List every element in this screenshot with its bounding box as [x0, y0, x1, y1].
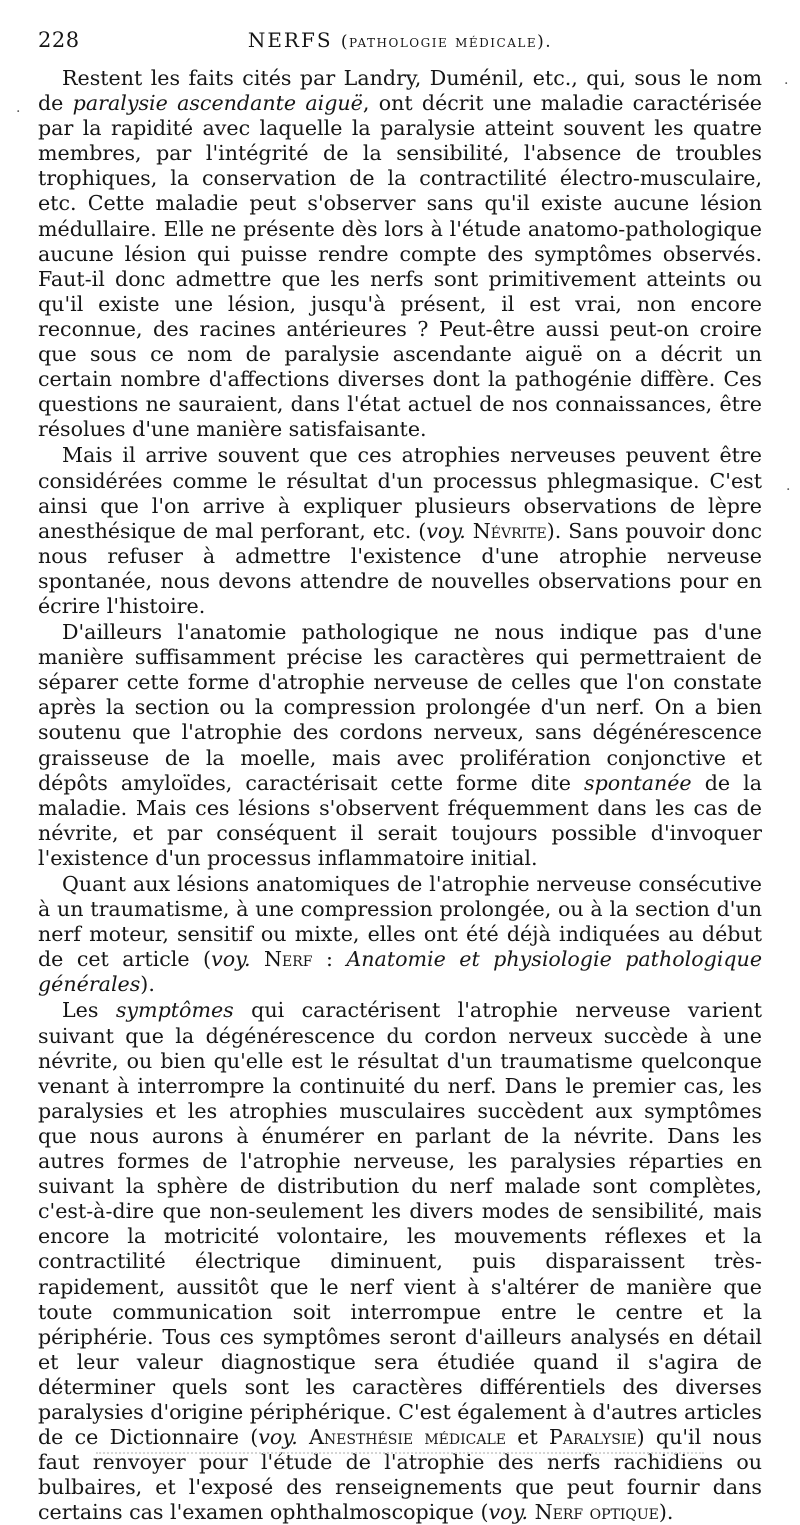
paragraph [38, 66, 762, 442]
bleed-through-trace [96, 1452, 704, 1456]
running-head [38, 28, 762, 52]
italic-text: paralysie ascendante aiguë [72, 91, 363, 116]
paragraph-text [298, 1425, 309, 1449]
margin-speck: · [784, 76, 789, 92]
italic-text: voy. [426, 518, 466, 543]
paragraph [38, 998, 762, 1525]
paragraph-text: ). Sans pouvoir donc nous refuser à admettre l'existence d'une atrophie nerveuse spontanée, nous devons attendre de nouvelles observations pour en écrire l'histoire. [38, 518, 763, 618]
paragraph [38, 443, 762, 619]
paragraph-text: : [312, 947, 347, 972]
paragraph-text: ). [140, 972, 155, 997]
margin-speck: · [16, 104, 21, 120]
paragraph-text: Mais il arrive souvent que ces atrophies nerveuses peuvent être considérées comme le résultat d'un processus phlegmasique. C'est ainsi que l'on arrive à expliquer plusieurs observations de lèpre anesthésique de mal perforant, etc. ( [38, 443, 762, 543]
page-header [38, 28, 762, 62]
paragraph-text: D'ailleurs l'anatomie pathologique ne nous indique pas d'une manière suffisamment précise les caractères qui permettraient de séparer cette forme d'atrophie nerveuse de celles que l'on constate après la section ou la compression prolongée d'un nerf. On a bien soutenu que l'atrophie des cordons nerveux, sans dégénérescence graisseuse de la moelle, mais avec prolifération conjonctive et dépôts amyloïdes, caractérisait cette forme dite [38, 620, 762, 795]
paragraph-text: qui caractérisent l'atrophie nerveuse varient suivant que la dégénérescence du cordon nerveux succède à une névrite, ou bien qu'elle est le résultat d'un traumatisme quelconque venant à interrompre la continuité du nerf. Dans le premier cas, les paralysies et les atrophies musculaires succèdent aux symptômes que nous aurons à énumérer en parlant de la névrite. Dans les autres formes de l'atrophie nerveuse, les paralysies réparties en suivant la sphère de distribution du nerf malade sont complètes, c'est-à-dire que non-seulement les divers modes de sensibilité, mais encore la motricité volontaire, les mouvements réflexes et la contractilité électrique diminuent, puis disparaissent très-rapidement, aussitôt que le nerf vient à s'altérer de manière que toute communication soit interrompue entre le centre et la périphérie. Tous ces symptômes seront d'ailleurs analysés en détail et leur valeur diagnostique sera étudiée quand il s'agira de déterminer quels sont les caractères différentiels des diverses paralysies d'origine périphérique. C'est également à d'autres articles de ce Dictionnaire ( [38, 998, 762, 1450]
running-head-title: NERFS [247, 28, 333, 52]
cross-reference: Anesthésie médicale [309, 1425, 506, 1450]
italic-text: voy. [258, 1425, 298, 1450]
margin-speck: · [786, 482, 791, 498]
italic-text: symptômes [115, 998, 234, 1023]
page-number: 228 [38, 28, 80, 52]
italic-text: voy. [488, 1500, 529, 1525]
cross-reference: Névrite [472, 518, 547, 543]
italic-text: spontanée [584, 770, 692, 795]
running-head-subtitle: (pathologie médicale). [340, 32, 553, 52]
cross-reference: Nerf optique [534, 1500, 659, 1525]
cross-reference: Nerf [264, 947, 313, 972]
paragraph-text: ). [658, 1500, 674, 1525]
italic-text: Anatomie et physiologie pathologique générales [38, 947, 763, 997]
cross-reference: Paralysie [549, 1425, 637, 1450]
italic-text: voy. [211, 947, 251, 972]
paragraph-text: Restent les faits cités par Landry, Duménil, etc., qui, sous le nom de [38, 66, 762, 116]
paragraph-text [251, 947, 264, 971]
paragraph-text: et [506, 1425, 550, 1450]
body-text [38, 66, 762, 1525]
paragraph-text: , ont décrit une maladie caractérisée par la rapidité avec laquelle la paralysie atteint souvent les quatre membres, par l'intégrité de la sensibilité, l'absence de troubles trophiques, la conservation de la contractilité électro-musculaire, etc. Cette maladie peut s'observer sans qu'il existe aucune lésion médullaire. Elle ne présente dès lors à l'étude anatomo-pathologique aucune lésion qui puisse rendre compte des symptômes observés. Faut-il donc admettre que les nerfs sont primitivement atteints ou qu'il existe une lésion, jusqu'à présent, il est vrai, non encore reconnue, des racines antérieures ? Peut-être aussi peut-on croire que sous ce nom de paralysie ascendante aiguë on a décrit un certain nombre d'affections diverses dont la pathogénie diffère. Ces questions ne sauraient, dans l'état actuel de nos connaissances, être résolues d'une manière satisfaisante. [38, 91, 762, 442]
paragraph-text: ) qu'il nous faut renvoyer pour l'étude de l'atrophie des nerfs rachidiens ou bulbaires, et l'exposé des renseignements que peut fournir dans certains cas l'examen ophthalmoscopique ( [38, 1425, 762, 1525]
paragraph-text: de la maladie. Mais ces lésions s'observent fréquemment dans les cas de névrite, et par conséquent il serait toujours possible d'invoquer l'existence d'un processus inflammatoire initial. [38, 770, 762, 870]
paragraph-text: Quant aux lésions anatomiques de l'atrophie nerveuse consécutive à un traumatisme, à une compression prolongée, ou à la section d'un nerf moteur, sensitif ou mixte, elles ont été déjà indiquées au début de cet article ( [38, 872, 762, 972]
paragraph [38, 872, 762, 997]
paragraph-text [466, 519, 473, 543]
paragraph-text: Les [62, 998, 116, 1023]
paragraph [38, 620, 762, 871]
